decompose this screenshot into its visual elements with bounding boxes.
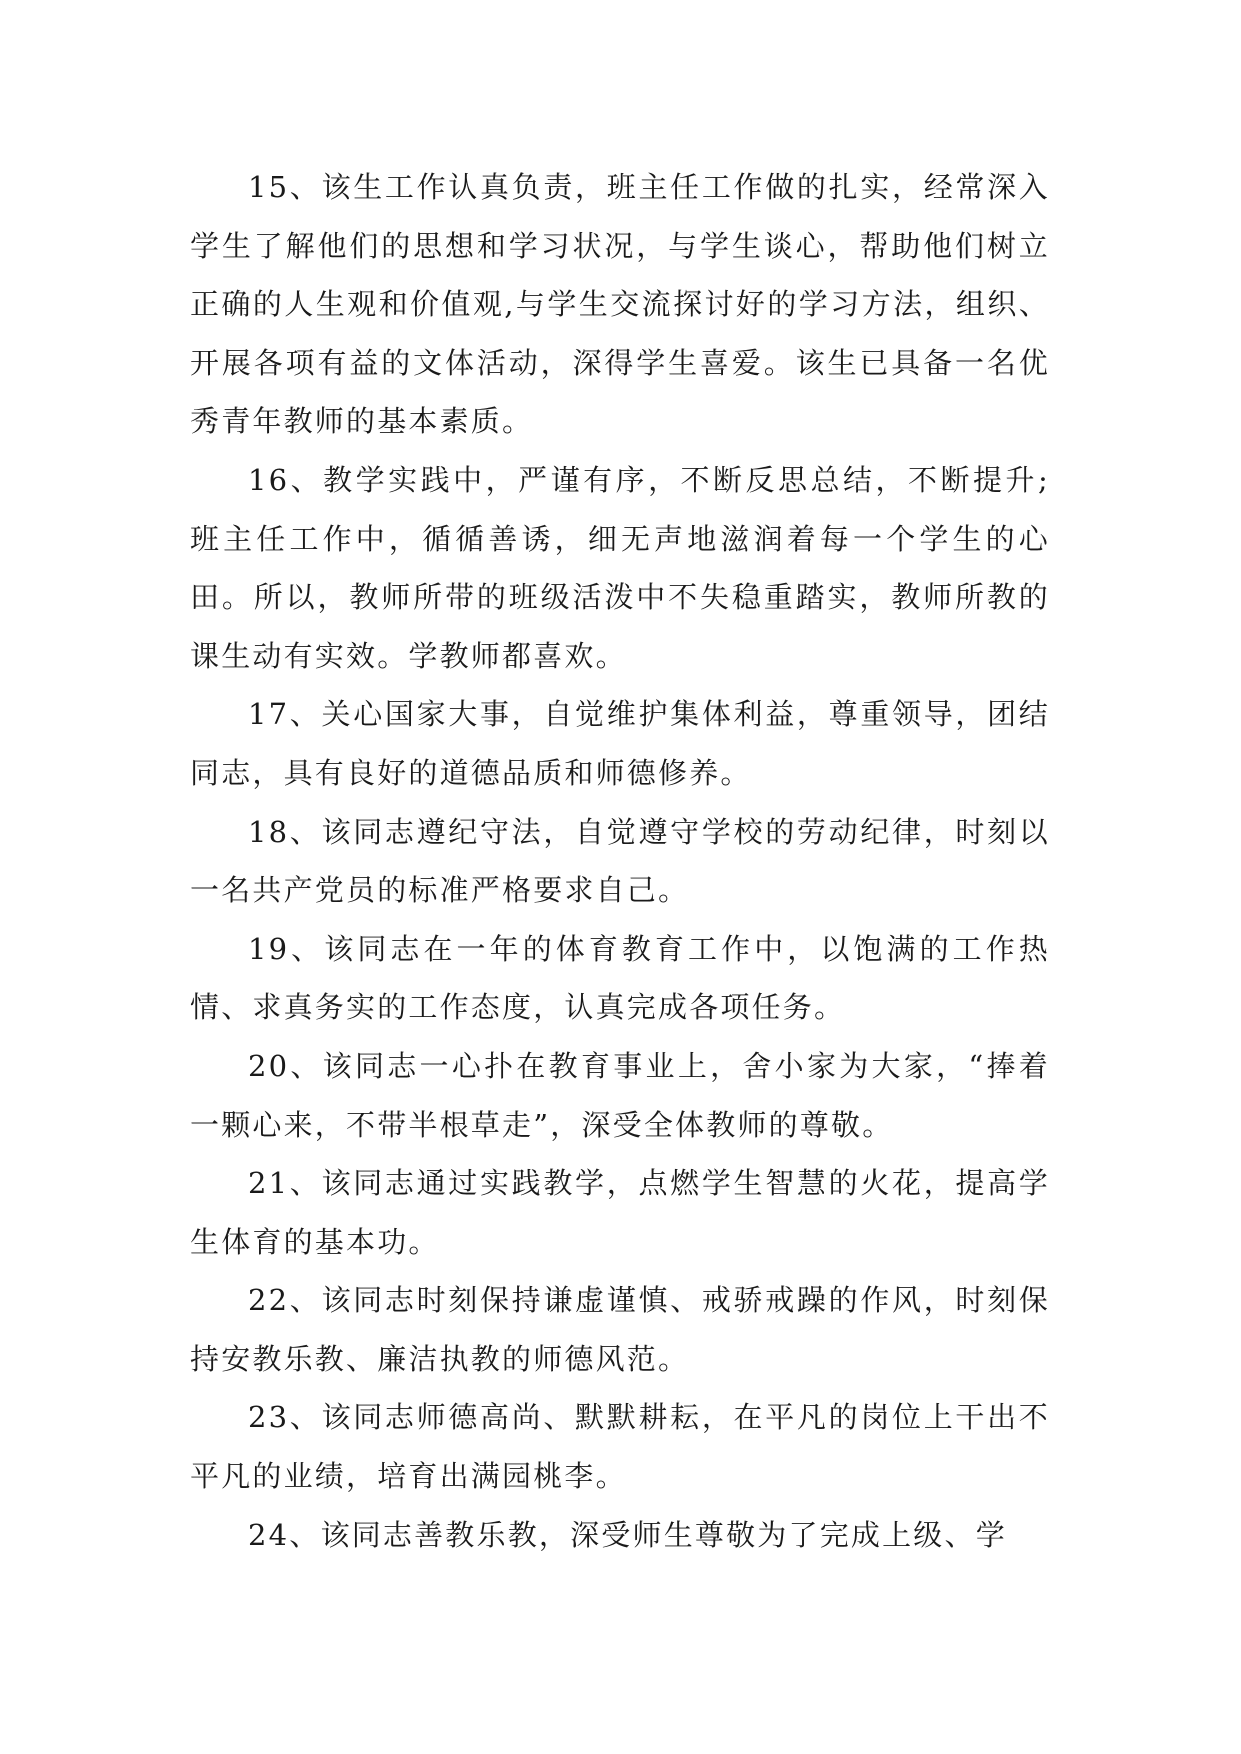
- paragraph-17: 17、关心国家大事，自觉维护集体利益，尊重领导，团结同志，具有良好的道德品质和师德修养。: [190, 697, 1050, 790]
- paragraph-18: 18、该同志遵纪守法，自觉遵守学校的劳动纪律，时刻以一名共产党员的标准严格要求自己。: [190, 814, 1050, 908]
- paragraph-19: 19、该同志在一年的体育教育工作中，以饱满的工作热情、求真务实的工作态度，认真完成各项任务。: [190, 931, 1050, 1025]
- paragraph-20: 20、该同志一心扑在教育事业上，舍小家为大家，“捧着一颗心来，不带半根草走”，深受全体教师的尊敬。: [190, 1048, 1050, 1142]
- paragraph-24: 24、该同志善教乐教，深受师生尊敬为了完成上级、学: [248, 1517, 1007, 1552]
- document-body: [190, 158, 1050, 1564]
- paragraph-16: 16、教学实践中，严谨有序，不断反思总结，不断提升;班主任工作中，循循善诱，细无声地滋润着每一个学生的心田。所以，教师所带的班级活泼中不失稳重踏实，教师所教的课生动有实效。学教师都喜欢。: [190, 462, 1050, 673]
- paragraph-22: 22、该同志时刻保持谦虚谨慎、戒骄戒躁的作风，时刻保持安教乐教、廉洁执教的师德风范。: [190, 1283, 1050, 1376]
- paragraph-21: 21、该同志通过实践教学，点燃学生智慧的火花，提高学生体育的基本功。: [190, 1166, 1050, 1259]
- paragraph-23: 23、该同志师德高尚、默默耕耘，在平凡的岗位上干出不平凡的业绩，培育出满园桃李。: [190, 1400, 1050, 1494]
- paragraph-15: 15、该生工作认真负责，班主任工作做的扎实，经常深入学生了解他们的思想和学习状况，与学生谈心，帮助他们树立正确的人生观和价值观,与学生交流探讨好的学习方法，组织、开展各项有益的文体活动，深得学生喜爱。该生已具备一名优秀青年教师的基本素质。: [190, 170, 1050, 439]
